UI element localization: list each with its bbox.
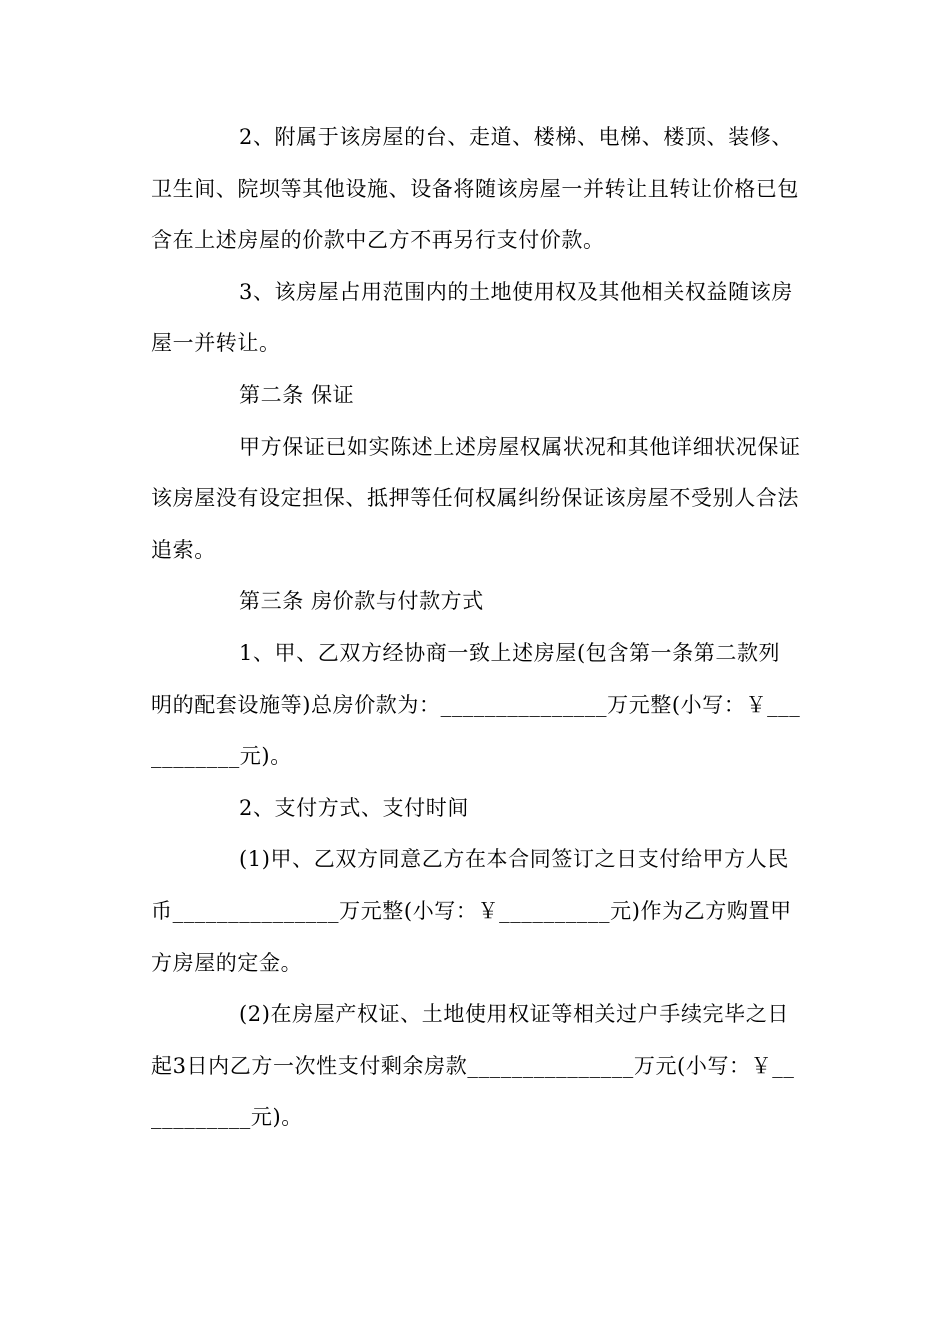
article3-item2-1-paragraph: (1)甲、乙双方同意乙方在本合同签订之日支付给甲方人民币_______________万元整(小写：￥__________元)作为乙方购置甲方房屋的定金。 [151, 847, 792, 975]
article3-item1-paragraph: 1、甲、乙双方经协商一致上述房屋(包含第一条第二款列明的配套设施等)总房价款为：_______________万元整(小写：￥___________元)。 [151, 640, 801, 769]
article3-heading: 第三条 房价款与付款方式 [239, 589, 484, 614]
clause1-item3-paragraph: 3、该房屋占用范围内的土地使用权及其他相关权益随该房屋一并转让。 [151, 279, 793, 356]
document-body [151, 112, 801, 1144]
article3-item2-2-paragraph: (2)在房屋产权证、土地使用权证等相关过户手续完毕之日起3日内乙方一次性支付剩余房款_______________万元(小写：￥___________元)。 [151, 1002, 795, 1130]
article3-item2-paragraph: 2、支付方式、支付时间 [239, 795, 469, 820]
article2-body-paragraph: 甲方保证已如实陈述上述房屋权属状况和其他详细状况保证该房屋没有设定担保、抵押等任何权属纠纷保证该房屋不受别人合法追索。 [151, 434, 801, 562]
article2-heading: 第二条 保证 [239, 382, 355, 407]
clause1-item2-paragraph: 2、附属于该房屋的台、走道、楼梯、电梯、楼顶、装修、卫生间、院坝等其他设施、设备将随该房屋一并转让且转让价格已包含在上述房屋的价款中乙方不再另行支付价款。 [151, 125, 799, 253]
